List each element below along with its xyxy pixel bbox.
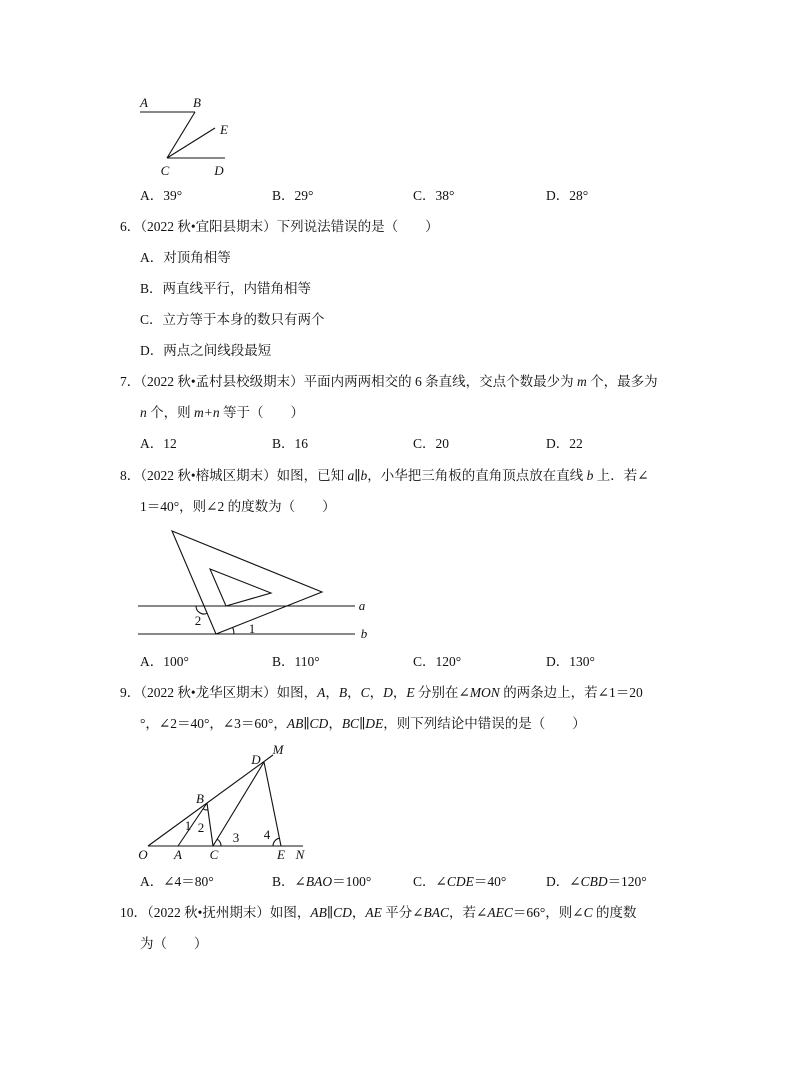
math-variable: D: [383, 685, 393, 700]
point-label-d: D: [251, 752, 261, 767]
text-run: ，: [392, 685, 407, 700]
set-square-inner: [210, 569, 271, 606]
math-variable: AB∥CD: [310, 905, 352, 920]
math-variable: n: [140, 405, 147, 420]
math-variable: b: [586, 468, 594, 483]
math-variable: E: [406, 685, 415, 700]
text-run: 上．若∠: [593, 468, 649, 483]
question-9-stem-line-1: [120, 683, 643, 703]
text-run: ，: [347, 685, 361, 700]
question-6-stem: 6．（2022 秋•宜阳县期末）下列说法错误的是（ ）: [120, 219, 439, 234]
point-label-o: O: [138, 847, 148, 862]
text-run: 分别在∠: [414, 685, 470, 700]
q6-choice-c: C．立方等于本身的数只有两个: [140, 312, 325, 327]
math-variable: BAC: [423, 905, 450, 920]
math-variable: C: [583, 905, 593, 920]
q5-option-c: C．38°: [413, 188, 455, 203]
text-run: 等于（ ）: [219, 405, 304, 420]
segment-ce: [167, 128, 215, 158]
q5-option-d: D．28°: [546, 188, 589, 203]
text-run: 个，则: [146, 405, 194, 420]
point-label-e: E: [220, 122, 228, 137]
question-7-stem-line-2: [140, 403, 304, 423]
math-variable: AE: [365, 905, 382, 920]
text-run: 平分∠: [381, 905, 424, 920]
q9-option-c: [413, 872, 506, 892]
figure-question-8: [130, 524, 375, 644]
q8-option-c: C．120°: [413, 654, 462, 669]
question-9-stem-line-2: [140, 714, 586, 734]
text-run: ，若∠: [449, 905, 488, 920]
text-run: ＝40°: [473, 874, 507, 889]
text-run: 7．（2022 秋•孟村县校级期末）平面内两两相交的 6 条直线，交点个数最少为: [120, 374, 577, 389]
point-label-n: N: [295, 847, 305, 862]
q7-option-c: C．20: [413, 436, 450, 451]
text-run: 8．（2022 秋•榕城区期末）如图，已知: [120, 468, 348, 483]
question-10-stem-line-2: 为（ ）: [140, 936, 208, 951]
math-variable: CBD: [580, 874, 608, 889]
point-label-m: M: [272, 742, 284, 757]
angle-label-3: 3: [232, 830, 240, 845]
math-variable: B: [338, 685, 348, 700]
q7-option-b: B．16: [272, 436, 309, 451]
text-run: °，∠2＝40°，∠3＝60°，: [140, 716, 287, 731]
ray-om: [148, 755, 273, 846]
text-run: ＝100°: [332, 874, 372, 889]
angle-3-arc: [217, 839, 221, 846]
segment-bc: [167, 112, 195, 158]
point-label-a: A: [140, 95, 148, 110]
q5-option-a: A．39°: [140, 188, 183, 203]
angle-label-1: 1: [248, 621, 256, 636]
text-run: ，则下列结论中错误的是（ ）: [383, 716, 586, 731]
text-run: ，: [369, 685, 384, 700]
math-variable: C: [360, 685, 370, 700]
question-10-stem-line-1: [120, 903, 636, 923]
q9-option-d: [546, 872, 647, 892]
point-label-c: C: [160, 163, 170, 178]
math-variable: BC∥DE: [341, 716, 384, 731]
line-label-b: b: [360, 626, 368, 641]
math-variable: BAO: [305, 874, 333, 889]
text-run: ＝120°: [607, 874, 647, 889]
q6-choice-b: B．两直线平行，内错角相等: [140, 281, 312, 296]
math-variable: AB∥CD: [286, 716, 329, 731]
point-label-b: B: [193, 95, 201, 110]
q8-option-d: D．130°: [546, 654, 595, 669]
angle-label-2: 2: [197, 820, 205, 835]
figure-question-5: [130, 92, 240, 184]
text-run: A．∠4＝80°: [140, 874, 214, 889]
point-label-c: C: [209, 847, 219, 862]
angle-4-arc: [273, 838, 279, 846]
text-run: ，: [351, 905, 366, 920]
text-run: ，小华把三角板的直角顶点放在直线: [367, 468, 587, 483]
question-8-stem-line-2: 1＝40°，则∠2 的度数为（ ）: [140, 499, 336, 514]
text-run: 10．（2022 秋•抚州期末）如图，: [120, 905, 311, 920]
line-label-a: a: [358, 598, 366, 613]
math-variable: CDE: [446, 874, 474, 889]
text-run: ，: [328, 716, 342, 731]
q6-choice-d: D．两点之间线段最短: [140, 343, 272, 358]
text-run: 的两条边上，若∠1＝20: [499, 685, 643, 700]
text-run: 9．（2022 秋•龙华区期末）如图，: [120, 685, 318, 700]
angle-1-arc: [233, 627, 234, 634]
q7-option-a: A．12: [140, 436, 177, 451]
point-label-b: B: [196, 791, 204, 806]
q8-option-a: A．100°: [140, 654, 189, 669]
q7-option-d: D．22: [546, 436, 583, 451]
math-variable: m: [576, 374, 587, 389]
text-run: B．∠: [272, 874, 306, 889]
angle-label-1: 1: [184, 818, 192, 833]
point-label-e: E: [277, 847, 285, 862]
angle-label-2: 2: [194, 613, 202, 628]
angle-label-4: 4: [263, 827, 271, 842]
text-run: ＝66°，则∠: [512, 905, 584, 920]
q9-option-a: [140, 872, 214, 892]
text-run: 个，最多为: [586, 374, 658, 389]
figure-question-9: [130, 740, 310, 864]
math-variable: a∥b: [347, 468, 368, 483]
q9-option-b: [272, 872, 371, 892]
text-run: 的度数: [592, 905, 637, 920]
q6-choice-a: A．对顶角相等: [140, 250, 231, 265]
text-run: D．∠: [546, 874, 581, 889]
math-variable: AEC: [487, 905, 513, 920]
question-8-stem-line-1: [120, 466, 649, 486]
math-variable: A: [317, 685, 326, 700]
math-variable: MON: [469, 685, 500, 700]
question-7-stem-line-1: [120, 372, 658, 392]
text-run: ，: [325, 685, 339, 700]
q5-option-b: B．29°: [272, 188, 314, 203]
math-variable: m+n: [194, 405, 220, 420]
point-label-d: D: [214, 163, 224, 178]
point-label-a: A: [174, 847, 182, 862]
q8-option-b: B．110°: [272, 654, 320, 669]
text-run: C．∠: [413, 874, 447, 889]
angle-b-arc: [203, 809, 208, 810]
